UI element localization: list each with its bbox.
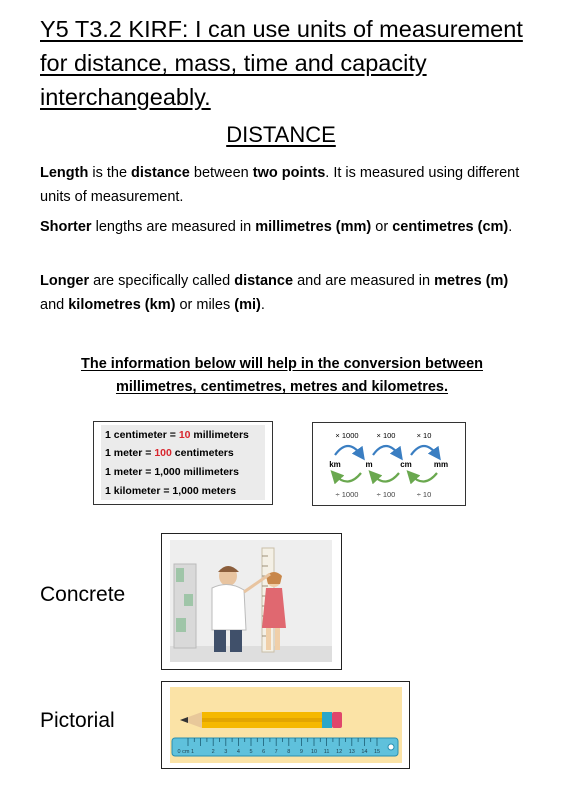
ruler-number: 3: [224, 749, 228, 755]
ruler-number: 5: [249, 749, 253, 755]
ruler-number: 10: [310, 749, 318, 755]
multiply-arrow: [335, 446, 361, 455]
divide-arrow: [335, 473, 361, 482]
conversion-line: 1 meter = 1,000 millimeters: [105, 466, 239, 478]
unit-label: mm: [433, 460, 449, 469]
conversion-table: [93, 421, 273, 505]
unit-label: km: [329, 460, 341, 469]
ruler-number: 8: [287, 749, 291, 755]
ruler-number: 12: [336, 749, 343, 755]
pictorial-image: [161, 681, 410, 769]
conversion-line: 1 meter = 100 centimeters: [105, 447, 234, 459]
paragraph-longer: Longer are specifically called distance and are measured in metres (m) and kilometres (km) or miles (mi).: [40, 273, 509, 313]
conversion-table-panel: [101, 425, 265, 500]
paragraph-length: Length is the distance between two points. It is measured using different units of measurement.: [40, 165, 520, 205]
pictorial-label: Pictorial: [40, 709, 115, 732]
pencil-eraser: [332, 712, 342, 728]
conversion-line: 1 kilometer = 1,000 meters: [105, 485, 237, 497]
multiplier-label: × 100: [376, 431, 396, 440]
multiplier-label: × 1000: [335, 431, 359, 440]
ruler-number: 7: [274, 749, 278, 755]
divide-arrow: [373, 473, 399, 482]
ruler-number: 9: [299, 749, 303, 755]
conversion-line: 1 centimeter = 10 millimeters: [105, 429, 249, 441]
divisor-label: ÷ 100: [376, 490, 396, 499]
unit-label: cm: [400, 460, 412, 469]
ruler-number: 11: [323, 749, 330, 755]
divide-arrow: [411, 473, 437, 482]
unit-conversion-diagram: [312, 422, 466, 506]
concrete-label: Concrete: [40, 583, 126, 606]
ruler-number: 15: [373, 749, 381, 755]
pencil-ferrule: [322, 712, 332, 728]
multiply-arrow: [411, 446, 437, 455]
concrete-image: [161, 533, 342, 670]
divisor-label: ÷ 10: [416, 490, 432, 499]
info-heading: The information below will help in the conversion between millimetres, centimetres, metres and kilometres.: [80, 356, 483, 395]
page-title: Y5 T3.2 KIRF: I can use units of measurement for distance, mass, time and capacity interchangeably.: [40, 16, 523, 110]
ruler-number: 2: [211, 749, 215, 755]
unit-arrows-svg: [313, 423, 465, 505]
unit-label: m: [365, 460, 373, 469]
ruler-number: 14: [361, 749, 368, 755]
paragraph-shorter: Shorter lengths are measured in millimetres (mm) or centimetres (cm).: [40, 219, 513, 235]
doctor-measuring-child-illustration: [162, 534, 341, 669]
ruler-number: 4: [236, 749, 240, 755]
multiplier-label: × 10: [416, 431, 432, 440]
pencil-ruler-illustration: [162, 682, 409, 768]
multiply-arrow: [373, 446, 399, 455]
ruler-number: 13: [348, 749, 355, 755]
divisor-label: ÷ 1000: [335, 490, 359, 499]
ruler-number: 0 cm 1: [177, 749, 195, 755]
section-heading: DISTANCE: [226, 122, 336, 147]
ruler-number: 6: [262, 749, 266, 755]
